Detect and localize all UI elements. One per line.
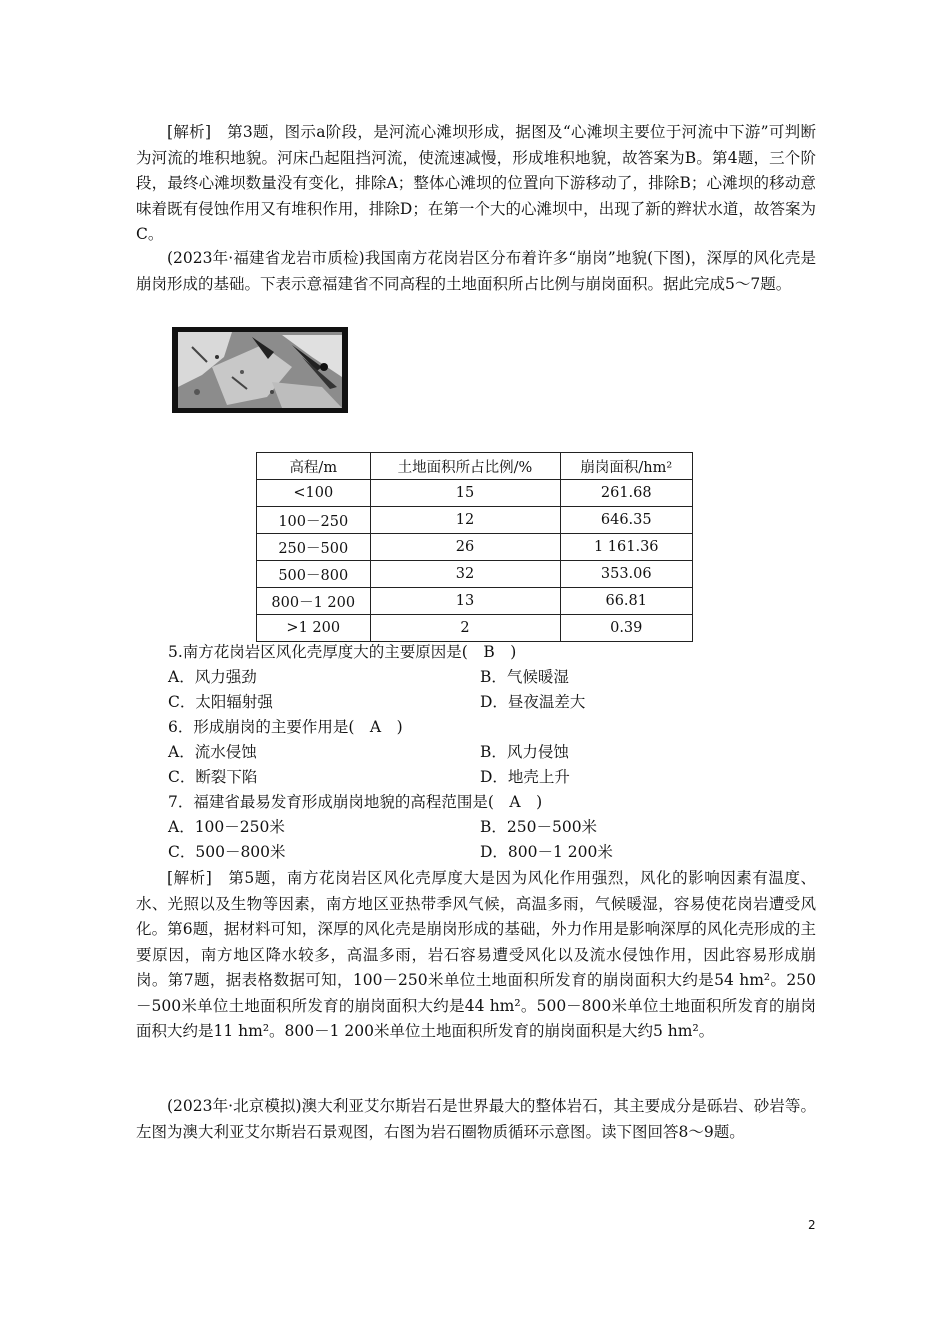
table-cell: 66.81 [560,588,693,615]
table-cell: 0.39 [560,615,693,642]
intro-text: (2023年·福建省龙岩市质检)我国南方花岗岩区分布着许多“崩岗”地貌(下图)，深厚的风化壳是崩岗形成的基础。下表示意福建省不同高程的土地面积所占比例与崩岗面积。据此完成5～7题。 [136,249,816,293]
analysis-paragraph-q5-7 [136,866,816,1045]
table-cell: 13 [370,588,560,615]
question-6-stem: 6．形成崩岗的主要作用是( A ) [168,718,403,736]
analysis-text: [解析] 第5题，南方花岗岩区风化壳厚度大是因为风化作用强烈，风化的影响因素有温度、水、光照以及生物等因素，南方地区亚热带季风气候，高温多雨，气候暖湿，容易使花岗岩遭受风化。第6题，据材料可知，深厚的风化壳是崩岗形成的基础，外力作用是影响深厚的风化壳形成的主要原因，南方地区降水较多，高温多雨，岩石容易遭受风化以及流水侵蚀作用，因此容易形成崩岗。第7题，据表格数据可知，100－250米单位土地面积所发育的崩岗面积大约是54 hm²。250－500米单位土地面积所发育的崩岗面积大约是44 hm²。500－800米单位土地面积所发育的崩岗面积大约是11 hm²。800－1 200米单位土地面积所发育的崩岗面积是大约5 hm²。 [136,869,816,1040]
intro-text: (2023年·北京模拟)澳大利亚艾尔斯岩石是世界最大的整体岩石，其主要成分是砾岩、砂岩等。左图为澳大利亚艾尔斯岩石景观图，右图为岩石圈物质循环示意图。读下图回答8～9题。 [136,1097,816,1141]
question-6-option-b: B．风力侵蚀 [480,743,569,761]
question-5-option-b: B．气候暖湿 [480,668,569,686]
question-5-stem: 5.南方花岗岩区风化壳厚度大的主要原因是( B ) [168,643,517,661]
page-number: 2 [808,1218,816,1232]
intro-paragraph-q8-9 [136,1094,816,1145]
table-cell: 800－1 200 [257,588,371,615]
table-cell: 353.06 [560,561,693,588]
question-7-stem: 7．福建省最易发育形成崩岗地貌的高程范围是( A ) [168,793,543,811]
table-row [257,615,693,642]
table-cell: 15 [370,480,560,507]
analysis-paragraph-q3-4 [136,120,816,248]
elevation-bengang-table [256,452,693,642]
question-6-option-c: C．断裂下陷 [168,768,258,786]
table-cell: 32 [370,561,560,588]
question-5-option-a: A．风力强劲 [168,668,257,686]
table-cell: 250－500 [257,534,371,561]
analysis-text: [解析] 第3题，图示a阶段，是河流心滩坝形成，据图及“心滩坝主要位于河流中下游”可判断为河流的堆积地貌。河床凸起阻挡河流，使流速减慢，形成堆积地貌，故答案为B。第4题，三个阶段，最终心滩坝数量没有变化，排除A；整体心滩坝的位置向下游移动了，排除B；心滩坝的移动意味着既有侵蚀作用又有堆积作用，排除D；在第一个大的心滩坝中，出现了新的辫状水道，故答案为C。 [136,123,816,243]
question-7-option-c: C．500－800米 [168,843,286,861]
table-row [257,561,693,588]
table-cell: 12 [370,507,560,534]
table-cell: 646.35 [560,507,693,534]
table-row [257,588,693,615]
table-cell: 26 [370,534,560,561]
table-header-cell: 土地面积所占比例/% [370,453,560,480]
table-row [257,507,693,534]
table-header-cell: 高程/m [257,453,371,480]
question-7-option-a: A．100－250米 [168,818,285,836]
table-cell: 500－800 [257,561,371,588]
question-7-option-b: B．250－500米 [480,818,598,836]
table-header-cell: 崩岗面积/hm² [560,453,693,480]
table-header-row [257,453,693,480]
table-row [257,534,693,561]
question-5-option-d: D．昼夜温差大 [480,693,586,711]
table-cell: 100－250 [257,507,371,534]
table-row [257,480,693,507]
table-cell: 2 [370,615,560,642]
question-6-option-a: A．流水侵蚀 [168,743,257,761]
question-6-option-d: D．地壳上升 [480,768,570,786]
intro-paragraph-q5-7 [136,246,816,297]
table-cell: 261.68 [560,480,693,507]
table-cell: <100 [257,480,371,507]
table-cell: 1 161.36 [560,534,693,561]
table-cell: >1 200 [257,615,371,642]
bengang-landform-photo [172,327,348,413]
question-5-option-c: C．太阳辐射强 [168,693,273,711]
question-7-option-d: D．800－1 200米 [480,843,613,861]
